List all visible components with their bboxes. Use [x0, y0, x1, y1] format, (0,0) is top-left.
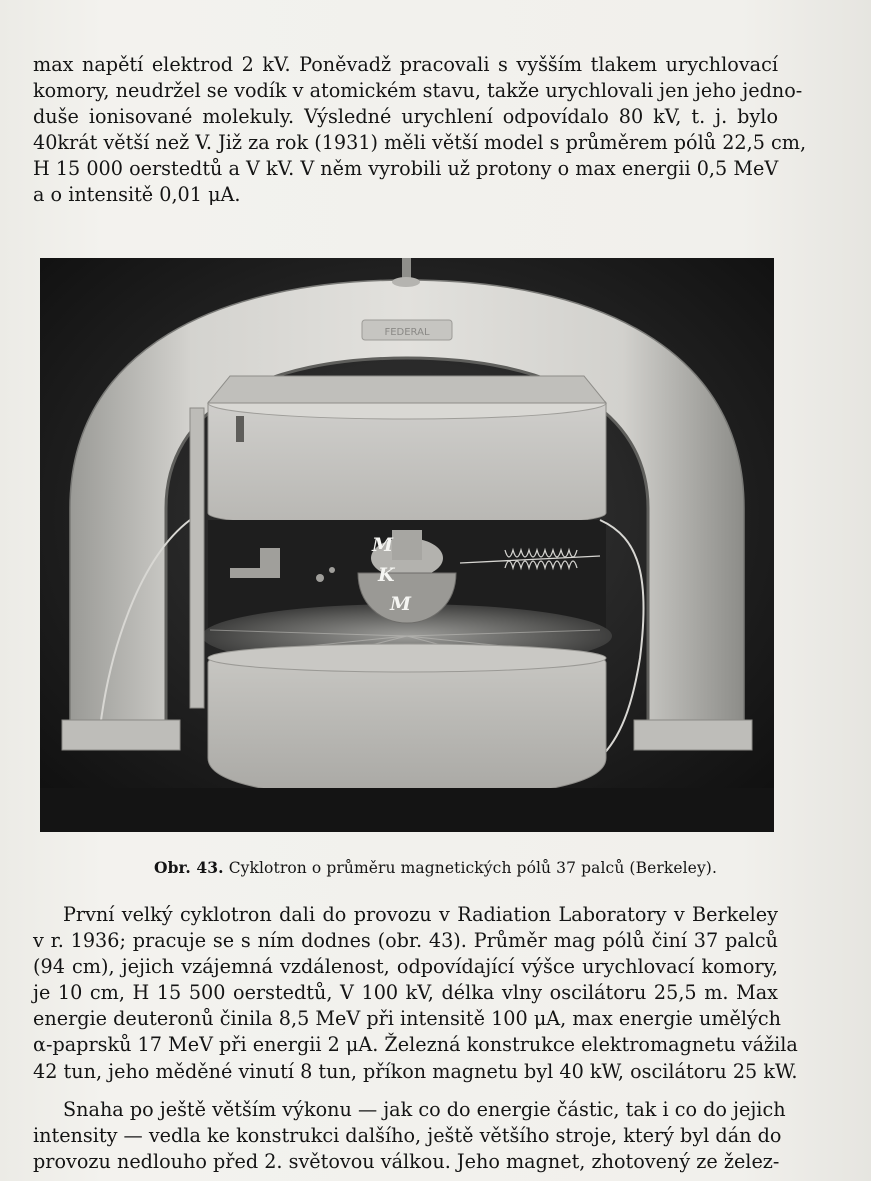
photo-plate-text: FEDERAL: [384, 327, 430, 338]
text-line: 40krát větší než V. Již za rok (1931) měli větší model s průměrem pólů 22,5 cm,: [33, 131, 807, 155]
photo-label-m-bottom: M: [390, 593, 412, 615]
caption-number: Obr. 43.: [154, 858, 224, 877]
caption-text: Cyklotron o průměru magnetických pólů 37 palců (Berkeley).: [228, 859, 717, 877]
text-line: 42 tun, jeho měděné vinutí 8 tun, příkon magnetu byl 40 kW, oscilátoru 25 kW.: [33, 1059, 798, 1083]
text-line: komory, neudržel se vodík v atomickém stavu, takže urychlovali jen jeho jedno-: [33, 79, 803, 103]
figure-caption: [0, 858, 871, 878]
paragraph-top: [33, 52, 807, 209]
text-line: (94 cm), jejich vzájemná vzdálenost, odpovídající výšce urychlovací komory,: [33, 955, 778, 979]
text-line: α-paprsků 17 MeV při energii 2 μA. Železná konstrukce elektromagnetu vážila: [33, 1033, 798, 1057]
text-line: max napětí elektrod 2 kV. Poněvadž pracovali s vyšším tlakem urychlovací: [33, 53, 778, 76]
text-line: Snaha po ještě větším výkonu — jak co do energie částic, tak i co do jejich: [63, 1098, 786, 1121]
paragraph-next: [33, 1097, 786, 1175]
text-line: duše ionisované molekuly. Výsledné urychlení odpovídalo 80 kV, t. j. bylo: [33, 105, 778, 129]
text-line: v r. 1936; pracuje se s ním dodnes (obr. 43). Průměr mag pólů činí 37 palců: [33, 929, 778, 953]
text-line: a o intensitě 0,01 μA.: [33, 183, 241, 207]
paragraph-cyclotron: [33, 902, 798, 1085]
text-line: První velký cyklotron dali do provozu v Radiation Laboratory v Berkeley: [63, 903, 778, 926]
text-line: intensity — vedla ke konstrukci dalšího, ještě většího stroje, který byl dán do: [33, 1124, 782, 1148]
text-line: H 15 000 oerstedtů a V kV. V něm vyrobili už protony o max energii 0,5 MeV: [33, 157, 779, 181]
photo-label-k: K: [378, 564, 395, 586]
text-line: je 10 cm, H 15 500 oerstedtů, V 100 kV, délka vlny oscilátoru 25,5 m. Max: [33, 981, 778, 1005]
text-line: energie deuteronů činila 8,5 MeV při intensitě 100 μA, max energie umělých: [33, 1007, 781, 1031]
text-line: provozu nedlouho před 2. světovou válkou. Jeho magnet, zhotovený ze želez-: [33, 1150, 780, 1174]
photo-label-m-top: M: [372, 534, 394, 556]
cyclotron-photo: [40, 258, 774, 832]
